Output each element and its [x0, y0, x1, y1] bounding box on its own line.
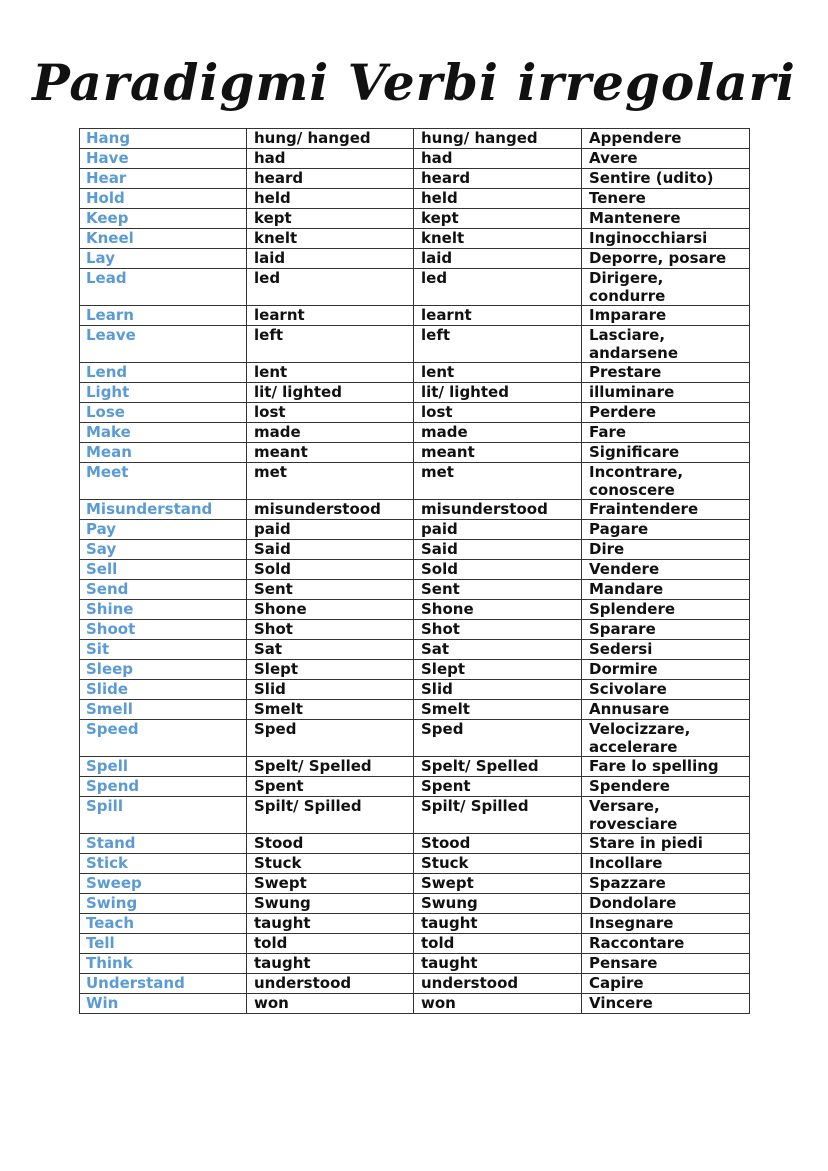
past-participle-cell: Sat — [414, 640, 582, 660]
base-form-cell: Spell — [80, 757, 247, 777]
past-participle-cell: meant — [414, 443, 582, 463]
translation-cell: Perdere — [582, 403, 750, 423]
table-row — [80, 229, 750, 249]
base-form-cell: Make — [80, 423, 247, 443]
table-row — [80, 994, 750, 1014]
table-row — [80, 914, 750, 934]
past-simple-cell: Smelt — [247, 700, 414, 720]
base-form-cell: Keep — [80, 209, 247, 229]
past-participle-cell: understood — [414, 974, 582, 994]
past-participle-cell: met — [414, 463, 582, 500]
table-row — [80, 854, 750, 874]
translation-cell: Versare, rovesciare — [582, 797, 750, 834]
base-form-cell: Say — [80, 540, 247, 560]
past-simple-cell: told — [247, 934, 414, 954]
base-form-cell: Tell — [80, 934, 247, 954]
translation-cell: Sentire (udito) — [582, 169, 750, 189]
table-row — [80, 129, 750, 149]
base-form-cell: Sell — [80, 560, 247, 580]
table-row — [80, 954, 750, 974]
past-simple-cell: Spent — [247, 777, 414, 797]
past-participle-cell: Shot — [414, 620, 582, 640]
translation-cell: Insegnare — [582, 914, 750, 934]
translation-cell: Pensare — [582, 954, 750, 974]
past-participle-cell: Smelt — [414, 700, 582, 720]
past-simple-cell: laid — [247, 249, 414, 269]
past-participle-cell: Swept — [414, 874, 582, 894]
base-form-cell: Speed — [80, 720, 247, 757]
base-form-cell: Swing — [80, 894, 247, 914]
translation-cell: Significare — [582, 443, 750, 463]
base-form-cell: Hang — [80, 129, 247, 149]
translation-cell: Mantenere — [582, 209, 750, 229]
past-simple-cell: Swept — [247, 874, 414, 894]
base-form-cell: Mean — [80, 443, 247, 463]
past-simple-cell: knelt — [247, 229, 414, 249]
past-simple-cell: lost — [247, 403, 414, 423]
translation-cell: Stare in piedi — [582, 834, 750, 854]
past-simple-cell: Sent — [247, 580, 414, 600]
past-simple-cell: made — [247, 423, 414, 443]
translation-cell: Avere — [582, 149, 750, 169]
table-row — [80, 189, 750, 209]
table-row — [80, 520, 750, 540]
table-row — [80, 757, 750, 777]
translation-cell: Splendere — [582, 600, 750, 620]
table-row — [80, 580, 750, 600]
table-row — [80, 894, 750, 914]
translation-cell: Raccontare — [582, 934, 750, 954]
past-participle-cell: Sent — [414, 580, 582, 600]
irregular-verbs-table — [79, 128, 750, 1014]
past-participle-cell: Spelt/ Spelled — [414, 757, 582, 777]
base-form-cell: Sleep — [80, 660, 247, 680]
table-row — [80, 249, 750, 269]
base-form-cell: Shoot — [80, 620, 247, 640]
table-row — [80, 540, 750, 560]
past-participle-cell: Said — [414, 540, 582, 560]
past-participle-cell: Sped — [414, 720, 582, 757]
past-participle-cell: Stood — [414, 834, 582, 854]
base-form-cell: Send — [80, 580, 247, 600]
base-form-cell: Lose — [80, 403, 247, 423]
base-form-cell: Shine — [80, 600, 247, 620]
translation-cell: Pagare — [582, 520, 750, 540]
base-form-cell: Lay — [80, 249, 247, 269]
translation-cell: illuminare — [582, 383, 750, 403]
base-form-cell: Hear — [80, 169, 247, 189]
base-form-cell: Stand — [80, 834, 247, 854]
translation-cell: Fraintendere — [582, 500, 750, 520]
past-simple-cell: Stuck — [247, 854, 414, 874]
base-form-cell: Lead — [80, 269, 247, 306]
translation-cell: Annusare — [582, 700, 750, 720]
past-simple-cell: Shone — [247, 600, 414, 620]
past-participle-cell: led — [414, 269, 582, 306]
base-form-cell: Light — [80, 383, 247, 403]
table-row — [80, 326, 750, 363]
translation-cell: Dondolare — [582, 894, 750, 914]
translation-cell: Incontrare, conoscere — [582, 463, 750, 500]
base-form-cell: Misunderstand — [80, 500, 247, 520]
translation-cell: Deporre, posare — [582, 249, 750, 269]
past-simple-cell: Spelt/ Spelled — [247, 757, 414, 777]
translation-cell: Tenere — [582, 189, 750, 209]
base-form-cell: Spend — [80, 777, 247, 797]
base-form-cell: Sit — [80, 640, 247, 660]
table-row — [80, 680, 750, 700]
past-participle-cell: kept — [414, 209, 582, 229]
translation-cell: Inginocchiarsi — [582, 229, 750, 249]
translation-cell: Velocizzare, accelerare — [582, 720, 750, 757]
past-simple-cell: Said — [247, 540, 414, 560]
past-participle-cell: taught — [414, 954, 582, 974]
past-participle-cell: Sold — [414, 560, 582, 580]
base-form-cell: Leave — [80, 326, 247, 363]
past-simple-cell: Swung — [247, 894, 414, 914]
past-simple-cell: meant — [247, 443, 414, 463]
page-title: Paradigmi Verbi irregolari — [32, 53, 796, 112]
past-simple-cell: understood — [247, 974, 414, 994]
past-simple-cell: Sped — [247, 720, 414, 757]
table-row — [80, 640, 750, 660]
past-participle-cell: Spilt/ Spilled — [414, 797, 582, 834]
base-form-cell: Hold — [80, 189, 247, 209]
base-form-cell: Kneel — [80, 229, 247, 249]
translation-cell: Scivolare — [582, 680, 750, 700]
past-simple-cell: paid — [247, 520, 414, 540]
base-form-cell: Pay — [80, 520, 247, 540]
past-simple-cell: Spilt/ Spilled — [247, 797, 414, 834]
table-row — [80, 620, 750, 640]
past-simple-cell: taught — [247, 914, 414, 934]
past-participle-cell: held — [414, 189, 582, 209]
past-participle-cell: hung/ hanged — [414, 129, 582, 149]
past-simple-cell: had — [247, 149, 414, 169]
past-participle-cell: lost — [414, 403, 582, 423]
base-form-cell: Sweep — [80, 874, 247, 894]
past-participle-cell: heard — [414, 169, 582, 189]
translation-cell: Appendere — [582, 129, 750, 149]
table-row — [80, 934, 750, 954]
table-row — [80, 797, 750, 834]
base-form-cell: Smell — [80, 700, 247, 720]
past-participle-cell: misunderstood — [414, 500, 582, 520]
past-simple-cell: met — [247, 463, 414, 500]
past-participle-cell: learnt — [414, 306, 582, 326]
base-form-cell: Understand — [80, 974, 247, 994]
past-simple-cell: taught — [247, 954, 414, 974]
table-row — [80, 700, 750, 720]
past-participle-cell: had — [414, 149, 582, 169]
translation-cell: Spazzare — [582, 874, 750, 894]
base-form-cell: Meet — [80, 463, 247, 500]
past-participle-cell: taught — [414, 914, 582, 934]
translation-cell: Imparare — [582, 306, 750, 326]
base-form-cell: Stick — [80, 854, 247, 874]
translation-cell: Dormire — [582, 660, 750, 680]
past-participle-cell: Spent — [414, 777, 582, 797]
past-participle-cell: knelt — [414, 229, 582, 249]
table-row — [80, 443, 750, 463]
translation-cell: Fare lo spelling — [582, 757, 750, 777]
verb-table-body — [80, 129, 750, 1014]
translation-cell: Mandare — [582, 580, 750, 600]
translation-cell: Sparare — [582, 620, 750, 640]
past-simple-cell: won — [247, 994, 414, 1014]
past-participle-cell: told — [414, 934, 582, 954]
table-row — [80, 306, 750, 326]
translation-cell: Lasciare, andarsene — [582, 326, 750, 363]
past-simple-cell: Stood — [247, 834, 414, 854]
past-simple-cell: lent — [247, 363, 414, 383]
base-form-cell: Have — [80, 149, 247, 169]
past-participle-cell: lit/ lighted — [414, 383, 582, 403]
past-participle-cell: left — [414, 326, 582, 363]
table-row — [80, 874, 750, 894]
past-simple-cell: Sold — [247, 560, 414, 580]
past-simple-cell: Sat — [247, 640, 414, 660]
translation-cell: Spendere — [582, 777, 750, 797]
translation-cell: Prestare — [582, 363, 750, 383]
table-row — [80, 403, 750, 423]
translation-cell: Dire — [582, 540, 750, 560]
table-row — [80, 560, 750, 580]
translation-cell: Incollare — [582, 854, 750, 874]
table-row — [80, 209, 750, 229]
past-simple-cell: misunderstood — [247, 500, 414, 520]
past-participle-cell: paid — [414, 520, 582, 540]
base-form-cell: Think — [80, 954, 247, 974]
past-participle-cell: made — [414, 423, 582, 443]
base-form-cell: Slide — [80, 680, 247, 700]
table-row — [80, 777, 750, 797]
table-row — [80, 660, 750, 680]
table-row — [80, 383, 750, 403]
translation-cell: Fare — [582, 423, 750, 443]
table-row — [80, 269, 750, 306]
past-participle-cell: lent — [414, 363, 582, 383]
table-row — [80, 834, 750, 854]
past-participle-cell: Stuck — [414, 854, 582, 874]
table-row — [80, 363, 750, 383]
table-row — [80, 169, 750, 189]
past-participle-cell: Slid — [414, 680, 582, 700]
table-row — [80, 149, 750, 169]
base-form-cell: Learn — [80, 306, 247, 326]
past-participle-cell: Shone — [414, 600, 582, 620]
base-form-cell: Lend — [80, 363, 247, 383]
table-row — [80, 600, 750, 620]
past-participle-cell: laid — [414, 249, 582, 269]
translation-cell: Sedersi — [582, 640, 750, 660]
past-simple-cell: left — [247, 326, 414, 363]
past-simple-cell: Slept — [247, 660, 414, 680]
past-participle-cell: won — [414, 994, 582, 1014]
past-simple-cell: kept — [247, 209, 414, 229]
translation-cell: Vendere — [582, 560, 750, 580]
table-row — [80, 423, 750, 443]
translation-cell: Capire — [582, 974, 750, 994]
past-participle-cell: Swung — [414, 894, 582, 914]
table-row — [80, 974, 750, 994]
past-simple-cell: held — [247, 189, 414, 209]
table-row — [80, 500, 750, 520]
past-simple-cell: hung/ hanged — [247, 129, 414, 149]
base-form-cell: Spill — [80, 797, 247, 834]
past-simple-cell: heard — [247, 169, 414, 189]
past-simple-cell: Slid — [247, 680, 414, 700]
past-simple-cell: lit/ lighted — [247, 383, 414, 403]
base-form-cell: Win — [80, 994, 247, 1014]
table-row — [80, 463, 750, 500]
translation-cell: Vincere — [582, 994, 750, 1014]
translation-cell: Dirigere, condurre — [582, 269, 750, 306]
past-simple-cell: led — [247, 269, 414, 306]
base-form-cell: Teach — [80, 914, 247, 934]
past-participle-cell: Slept — [414, 660, 582, 680]
past-simple-cell: Shot — [247, 620, 414, 640]
past-simple-cell: learnt — [247, 306, 414, 326]
table-row — [80, 720, 750, 757]
